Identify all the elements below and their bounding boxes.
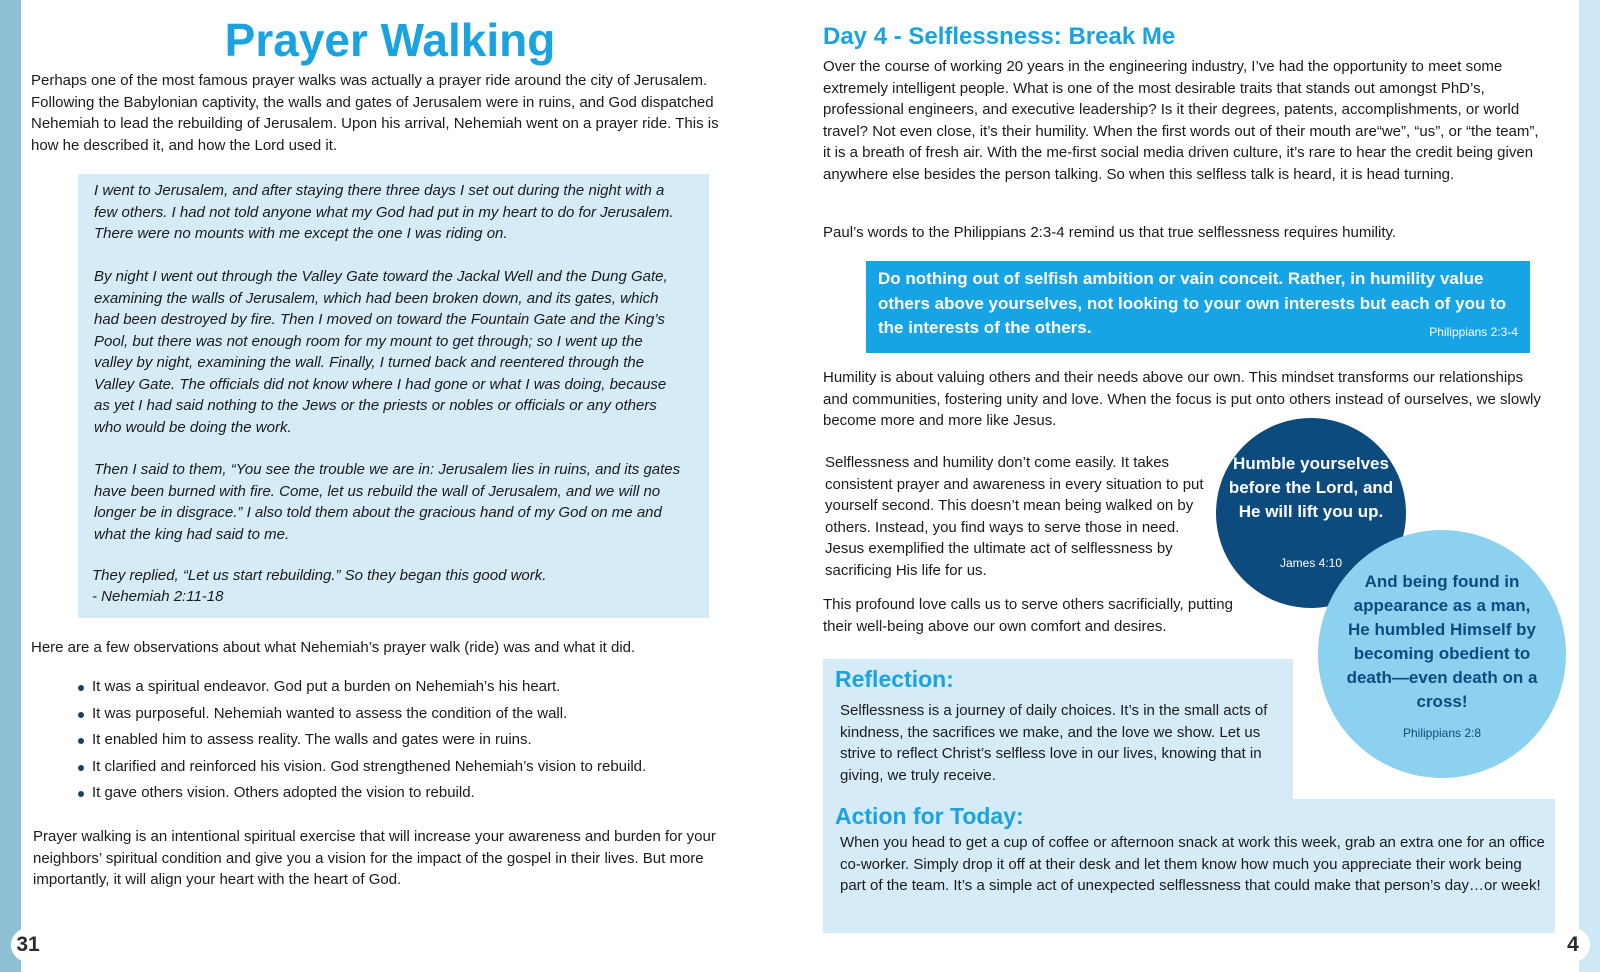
bullet-icon xyxy=(78,765,84,771)
scripture-quote-box xyxy=(78,174,709,618)
bullet-icon xyxy=(78,685,84,691)
day-paragraph-2: Paul’s words to the Philippians 2:3-4 remind us that true selflessness requires humility. xyxy=(823,224,1397,241)
quote-paragraph-4: They replied, “Let us start rebuilding.” So they began this good work. xyxy=(92,567,547,584)
bullet-icon xyxy=(78,738,84,744)
quote-citation: - Nehemiah 2:11-18 xyxy=(92,588,224,605)
intro-paragraph: Perhaps one of the most famous prayer walks was actually a prayer ride around the city of Jerusalem. Following the Babylonian captivity, the walls and gates of Jerusalem were in ruins, and God dispatched Nehemiah to lead the rebuilding of Jerusalem. Upon his arrival, Nehemiah went on a prayer ride. This is how he described it, and how the Lord used it. xyxy=(31,72,719,154)
list-item: It was a spiritual endeavor. God put a burden on Nehemiah’s his heart. xyxy=(78,674,758,701)
list-item: It clarified and reinforced his vision. God strengthened Nehemiah’s vision to rebuild. xyxy=(78,754,758,781)
circle-quote-reference: James 4:10 xyxy=(1279,556,1343,570)
left-page-edge xyxy=(0,0,21,972)
reflection-box xyxy=(823,659,1293,799)
circle-quote-reference: Philippians 2:8 xyxy=(1402,726,1482,740)
day-paragraph-3: Humility is about valuing others and their needs above our own. This mindset transforms our relationships and communities, fostering unity and love. When the focus is put onto others instead of ourselves, we slowly become more and more like Jesus. xyxy=(823,369,1541,429)
closing-paragraph: Prayer walking is an intentional spiritual exercise that will increase your awareness and burden for your neighbors’ spiritual condition and give you a vision for the impact of the gospel in their lives. But more importantly, it will align your heart with the heart of God. xyxy=(33,828,716,888)
list-item: It gave others vision. Others adopted the vision to rebuild. xyxy=(78,780,758,807)
reflection-text: Selflessness is a journey of daily choices. It’s in the small acts of kindness, the sacrifices we make, and the love we show. Let us strive to reflect Christ’s selfless love in our lives, knowing that in giving, we truly receive. xyxy=(840,702,1268,784)
observations-intro: Here are a few observations about what Nehemiah’s prayer walk (ride) was and what it did. xyxy=(31,639,636,656)
right-page-number: 4 xyxy=(1556,928,1590,962)
list-item: It was purposeful. Nehemiah wanted to assess the condition of the wall. xyxy=(78,701,758,728)
day-paragraph-4: Selflessness and humility don’t come easily. It takes consistent prayer and awareness in every situation to put yourself second. This doesn’t mean being walked on by others. Instead, you find ways to serve those in need. Jesus exemplified the ultimate act of selflessness by sacrificing His life for us. xyxy=(825,454,1204,579)
left-page-number: 31 xyxy=(11,928,45,962)
circle-quote-text: And being found in appearance as a man, He humbled Himself by becoming obedient to death—even death on a cross! xyxy=(1346,572,1538,711)
action-text: When you head to get a cup of coffee or afternoon snack at work this week, grab an extra one for an office co-worker. Simply drop it off at their desk and let them know how much you appreciate their work being part of the team. It’s a simple act of unexpected selflessness that could make that person’s day…or week! xyxy=(840,834,1545,894)
page-title: Prayer Walking xyxy=(224,14,556,66)
day-title: Day 4 - Selflessness: Break Me xyxy=(823,23,1176,50)
quote-paragraph-1: I went to Jerusalem, and after staying there three days I set out during the night with a few others. I had not told anyone what my God had put in my heart to do for Jerusalem. There were no mounts with me except the one I was riding on. xyxy=(94,182,674,242)
reflection-heading: Reflection: xyxy=(835,666,954,692)
day-paragraph-5: This profound love calls us to serve others sacrificially, putting their well-being above our own comfort and desires. xyxy=(823,596,1233,635)
action-heading: Action for Today: xyxy=(835,803,1024,829)
obedient-quote-circle xyxy=(1318,530,1566,778)
quote-paragraph-2: By night I went out through the Valley Gate toward the Jackal Well and the Dung Gate, examining the walls of Jerusalem, which had been broken down, and its gates, which had been destroyed by fire. Then I moved on toward the Fountain Gate and the King’s Pool, but there was not enough room for my mount to get through; so I went up the valley by night, examining the wall. Finally, I turned back and reentered through the Valley Gate. The officials did not know where I had gone or what I was doing, because as yet I had said nothing to the Jews or the priests or nobles or officials or any others who would be doing the work. xyxy=(94,268,668,436)
day-paragraph-1: Over the course of working 20 years in the engineering industry, I’ve had the opportunity to meet some extremely intelligent people. What is one of the most desirable traits that stands out amongst PhD’s, professional engineers, and executive leadership? Is it their degrees, patents, accomplishments, or world travel? Not even close, it’s their humility. When the first words out of their mouth are“we”, “us”, or “the team”, it is a breath of fresh air. With the me-first social media driven culture, it’s rare to hear the credit being given anywhere else besides the person talking. So when this selfless talk is heard, it is head turning. xyxy=(823,58,1539,183)
right-page-edge xyxy=(1579,0,1600,972)
bullet-icon xyxy=(78,791,84,797)
circle-quote-text: Humble yourselves before the Lord, and He will lift you up. xyxy=(1228,454,1394,521)
verse-reference: Philippians 2:3-4 xyxy=(1429,325,1518,339)
list-item: It enabled him to assess reality. The walls and gates were in ruins. xyxy=(78,727,758,754)
action-box xyxy=(823,799,1555,933)
verse-text: Do nothing out of selfish ambition or vain conceit. Rather, in humility value others above yourselves, not looking to your own interests but each of you to the interests of the others. xyxy=(878,269,1507,337)
bullet-icon xyxy=(78,712,84,718)
verse-callout xyxy=(866,261,1530,353)
quote-paragraph-3: Then I said to them, “You see the trouble we are in: Jerusalem lies in ruins, and its gates have been burned with fire. Come, let us rebuild the wall of Jerusalem, and we will no longer be in disgrace.” I also told them about the gracious hand of my God on me and what the king had said to me. xyxy=(94,461,681,543)
observations-list xyxy=(78,674,758,807)
